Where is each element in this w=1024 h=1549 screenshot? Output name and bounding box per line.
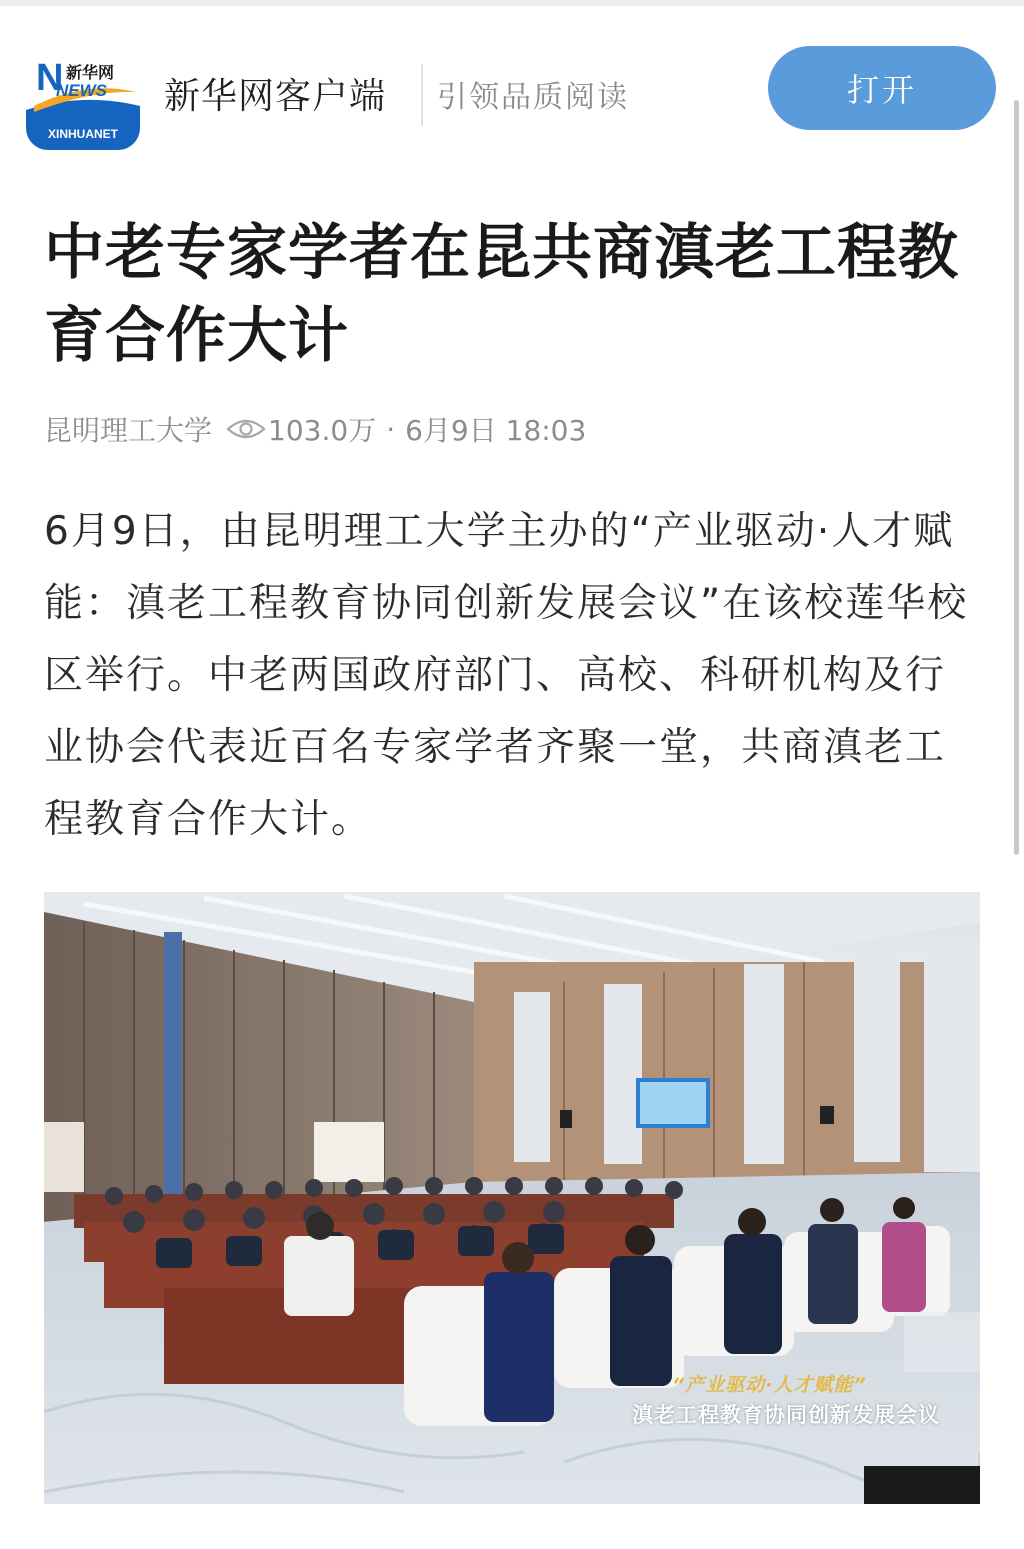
app-banner — [0, 6, 1024, 174]
photo-caption-line2: 滇老工程教育协同创新发展会议 — [632, 1403, 940, 1427]
meta-separator: · — [386, 412, 396, 446]
svg-text:N: N — [36, 57, 64, 99]
article-photo[interactable] — [44, 892, 980, 1504]
logo-news-text: NEWS — [56, 81, 107, 100]
article-meta — [44, 408, 586, 450]
article-title: 中老专家学者在昆共商滇老工程教育合作大计 — [44, 218, 959, 371]
app-name: 新华网客户端 — [164, 76, 387, 117]
header-divider — [421, 64, 423, 126]
xinhuanet-logo-icon[interactable] — [26, 32, 140, 150]
publish-time: 6月9日 18:03 — [405, 414, 587, 447]
photo-caption-line1: “产业驱动·人才赋能” — [672, 1374, 867, 1396]
article-source[interactable]: 昆明理工大学 — [44, 414, 213, 447]
article-body: 6月9日，由昆明理工大学主办的“产业驱动·人才赋能：滇老工程教育协同创新发展会议”在该校莲华校区举行。中老两国政府部门、高校、科研机构及行业协会代表近百名专家学者齐聚一堂，共商滇老工程教育合作大计。 — [44, 509, 969, 842]
logo-cn-text: 新华网 — [66, 63, 115, 82]
eye-icon — [226, 416, 266, 442]
logo-en-text: XINHUANET — [47, 127, 119, 141]
view-count: 103.0万 — [268, 414, 377, 447]
app-slogan: 引领品质阅读 — [437, 80, 629, 115]
open-app-button[interactable]: 打开 — [768, 46, 996, 130]
scrollbar[interactable] — [1014, 100, 1019, 855]
